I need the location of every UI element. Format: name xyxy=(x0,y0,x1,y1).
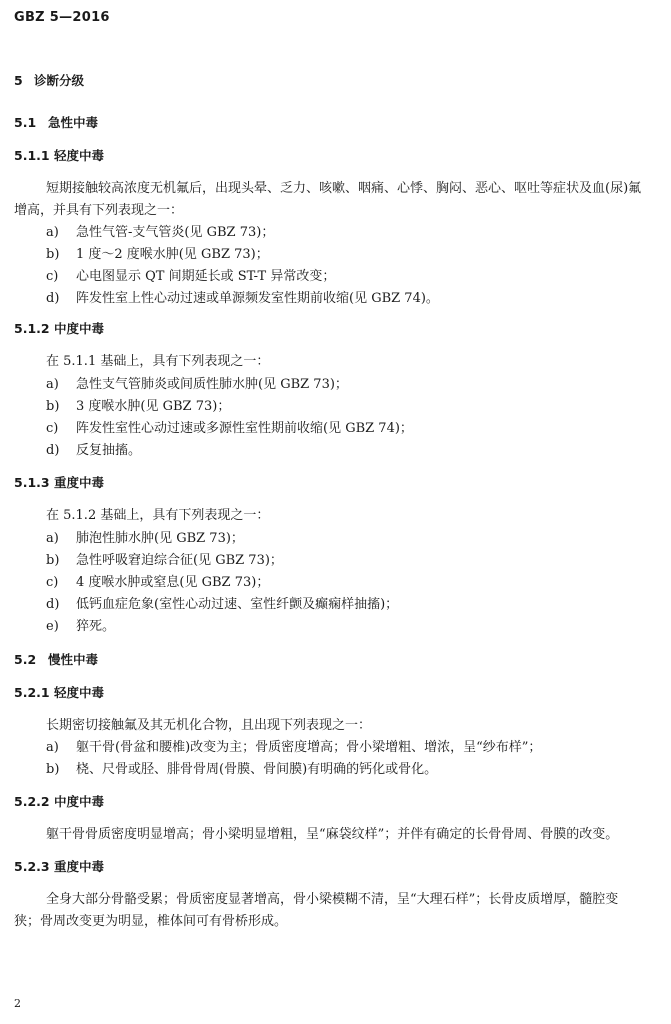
list-item: d) 低钙血症危象(室性心动过速、室性纤颤及癫痫样抽搐)； xyxy=(46,597,399,612)
section-title: 急性中毒 xyxy=(48,115,99,130)
list-item: b) 1 度～2 度喉水肿(见 GBZ 73)； xyxy=(46,247,269,262)
section-5-1-2-heading xyxy=(14,320,104,338)
paragraph-continuation: 增高，并具有下列表现之一： xyxy=(14,203,184,218)
section-number: 5.1.2 xyxy=(14,321,50,336)
section-number: 5.1.1 xyxy=(14,148,50,163)
section-5-heading xyxy=(14,72,84,90)
section-5-1-3-heading xyxy=(14,474,104,492)
section-number: 5 xyxy=(14,73,23,88)
section-5-1-1-heading xyxy=(14,147,104,165)
list-item: c) 阵发性室性心动过速或多源性室性期前收缩(见 GBZ 74)； xyxy=(46,421,413,436)
list-item: b) 桡、尺骨或胫、腓骨骨周(骨膜、骨间膜)有明确的钙化或骨化。 xyxy=(46,762,438,777)
section-title: 诊断分级 xyxy=(34,73,85,88)
section-5-2-3-heading xyxy=(14,858,104,876)
list-item: c) 心电图显示 QT 间期延长或 ST-T 异常改变； xyxy=(46,269,336,284)
list-item: e) 猝死。 xyxy=(46,619,116,634)
section-5-2-heading xyxy=(14,651,98,669)
section-title: 轻度中毒 xyxy=(54,685,105,700)
list-item: b) 3 度喉水肿(见 GBZ 73)； xyxy=(46,399,231,414)
section-title: 中度中毒 xyxy=(54,321,105,336)
paragraph: 躯干骨骨质密度明显增高；骨小梁明显增粗，呈“麻袋纹样”；并伴有确定的长骨骨周、骨膜的改变。 xyxy=(46,827,619,842)
section-number: 5.2.2 xyxy=(14,794,50,809)
list-item: a) 躯干骨(骨盆和腰椎)改变为主；骨质密度增高；骨小梁增粗、增浓，呈“纱布样”； xyxy=(46,740,542,755)
section-5-1-heading xyxy=(14,114,98,132)
page-number: 2 xyxy=(14,997,21,1010)
list-item: b) 急性呼吸窘迫综合征(见 GBZ 73)； xyxy=(46,553,283,568)
list-item: a) 急性支气管肺炎或间质性肺水肿(见 GBZ 73)； xyxy=(46,377,348,392)
section-title: 慢性中毒 xyxy=(48,652,99,667)
section-number: 5.1.3 xyxy=(14,475,50,490)
section-number: 5.2.3 xyxy=(14,859,50,874)
list-item: a) 急性气管-支气管炎(见 GBZ 73)； xyxy=(46,225,275,240)
paragraph: 在 5.1.2 基础上，具有下列表现之一： xyxy=(46,508,270,523)
document-code: GBZ 5—2016 xyxy=(14,10,110,25)
section-5-2-1-heading xyxy=(14,684,104,702)
paragraph: 长期密切接触氟及其无机化合物，且出现下列表现之一： xyxy=(46,718,372,733)
list-item: c) 4 度喉水肿或窒息(见 GBZ 73)； xyxy=(46,575,270,590)
section-title: 重度中毒 xyxy=(54,859,105,874)
section-title: 轻度中毒 xyxy=(54,148,105,163)
paragraph: 在 5.1.1 基础上，具有下列表现之一： xyxy=(46,354,270,369)
section-number: 5.2 xyxy=(14,652,37,667)
paragraph-continuation: 狭；骨周改变更为明显，椎体间可有骨桥形成。 xyxy=(14,914,288,929)
paragraph: 全身大部分骨骼受累；骨质密度显著增高，骨小梁模糊不清，呈“大理石样”；长骨皮质增厚，髓腔变 xyxy=(46,892,619,907)
section-number: 5.2.1 xyxy=(14,685,50,700)
section-title: 中度中毒 xyxy=(54,794,105,809)
section-title: 重度中毒 xyxy=(54,475,105,490)
paragraph: 短期接触较高浓度无机氟后，出现头晕、乏力、咳嗽、咽痛、心悸、胸闷、恶心、呕吐等症状及血(尿)氟 xyxy=(46,181,642,196)
list-item: a) 肺泡性肺水肿(见 GBZ 73)； xyxy=(46,531,244,546)
section-number: 5.1 xyxy=(14,115,37,130)
list-item: d) 反复抽搐。 xyxy=(46,443,142,458)
section-5-2-2-heading xyxy=(14,793,104,811)
list-item: d) 阵发性室上性心动过速或单源频发室性期前收缩(见 GBZ 74)。 xyxy=(46,291,439,306)
